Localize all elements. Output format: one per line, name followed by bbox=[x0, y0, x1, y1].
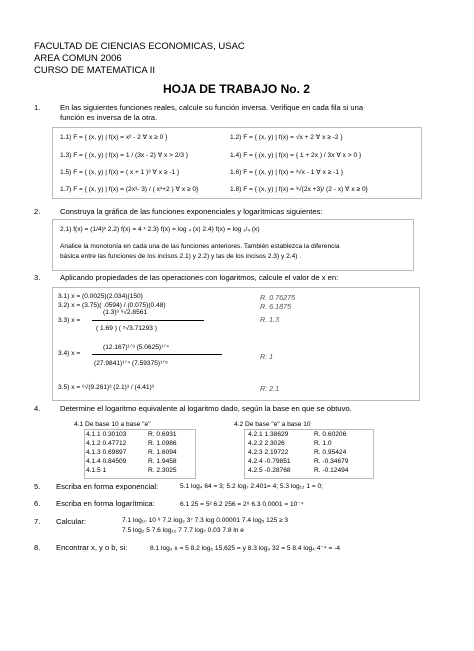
q4-left-row-5-answer: R. 2.3025 bbox=[148, 467, 177, 474]
q4-right-row-4-given: 4.2.4 -0.79851 bbox=[248, 458, 291, 465]
faculty-line: FACULTAD DE CIENCIAS ECONOMICAS, USAC bbox=[34, 41, 245, 52]
q4-text: Determine el logaritmo equivalente al logaritmo dado, según la base en que se obtuvo. bbox=[60, 404, 352, 413]
area-line: AREA COMUN 2006 bbox=[34, 53, 122, 64]
q4-right-row-1-given: 4.2.1 1.38629 bbox=[248, 431, 289, 438]
q3-4-label: 3.4) x = bbox=[58, 350, 81, 357]
q3-5: 3.5) x = ⁶√(9.261)³ (2.1)³ / (4.41)³ bbox=[58, 384, 154, 391]
q6-text: Escriba en forma logarítmica: bbox=[56, 499, 155, 508]
q1-1-2: 1.2) F = { (x, y) | f(x) = √x + 2 ∀ x ≥ -2 } bbox=[230, 134, 343, 141]
q5-text: Escriba en forma exponencial: bbox=[56, 482, 159, 491]
q4-right-row-2-given: 4.2.2 2.3026 bbox=[248, 440, 285, 447]
q3-text: Aplicando propiedades de las operaciones con logaritmos, calcule el valor de x en: bbox=[60, 273, 339, 282]
q8-items: 8.1 log₃ x = 5 8.2 log₅ 15,625 = y 8.3 log₃ 32 = 5 8.4 log₄ 4⁻⁴ = -4 bbox=[150, 545, 341, 552]
q4-right-row-3-answer: R. 0.95424 bbox=[314, 449, 347, 456]
q4-right-heading: 4.2 De base "e" a base 10 bbox=[234, 421, 311, 428]
q5-number: 5. bbox=[34, 482, 41, 491]
q6-number: 6. bbox=[34, 499, 41, 508]
q7-row-1: 7.1 log₁₀ 10 ⁸ 7.2 log₃ 3⁷ 7.3 log 0.00001 7.4 log₅ 125 ≥ 3 bbox=[122, 517, 289, 524]
q1-1-3: 1.3) F = { (x, y) | f(x) = 1 / (3x - 2) ∀ x > 2/3 } bbox=[60, 152, 189, 159]
q3-number: 3. bbox=[34, 273, 41, 282]
q4-right-row-5-given: 4.2.5 -0.28768 bbox=[248, 467, 291, 474]
q4-left-row-2-answer: R. 1.0986 bbox=[148, 440, 177, 447]
q8-number: 8. bbox=[34, 543, 41, 552]
q3-3-answer: R. 1.3 bbox=[260, 315, 280, 324]
q6-items: 6.1 25 = 5² 6.2 256 = 2⁸ 6.3 0.0001 = 10⁻⁴ bbox=[180, 501, 304, 508]
q1-text-a: En las siguientes funciones reales, calcule su función inversa. Verifique en cada fila si una bbox=[60, 103, 364, 112]
page-title: HOJA DE TRABAJO No. 2 bbox=[163, 82, 310, 96]
q4-right-row-2-answer: R. 1.0 bbox=[314, 440, 332, 447]
q4-right-row-1-answer: R. 0.60206 bbox=[314, 431, 347, 438]
q3-4-numerator: (12.167)¹ᐟ³ (5.0625)¹ᐟ⁴ bbox=[103, 344, 169, 351]
q1-text-b: función es inversa de la otra. bbox=[60, 113, 158, 122]
q4-left-row-2-given: 4.1.2 0.47712 bbox=[86, 440, 127, 447]
q4-left-row-4-given: 4.1.4 0.84509 bbox=[86, 458, 127, 465]
q4-right-row-5-answer: R. -0.12494 bbox=[314, 467, 349, 474]
q4-number: 4. bbox=[34, 404, 41, 413]
q3-3-fraction-bar bbox=[92, 320, 204, 321]
q3-4-answer: R: 1 bbox=[260, 352, 274, 361]
q4-right-row-3-given: 4.2.3 2.19722 bbox=[248, 449, 289, 456]
q4-left-row-4-answer: R. 1.9458 bbox=[148, 458, 177, 465]
q1-1-5: 1.5) F = { (x, y) | f(x) = ( x + 1 )³ ∀ x ≥ -1 } bbox=[60, 169, 180, 176]
q3-2: 3.2) x = (3.75)( .0594) / (0.075)(0.48) bbox=[58, 302, 166, 309]
q4-left-heading: 4.1 De base 10 a base "e" bbox=[74, 421, 151, 428]
q4-left-row-3-answer: R. 1.6094 bbox=[148, 449, 177, 456]
q1-1-1: 1.1) F = { (x, y) | f(x) = x² - 2 ∀ x ≥ 0 } bbox=[60, 134, 168, 141]
q3-4-fraction-bar bbox=[92, 354, 222, 355]
q1-1-6: 1.6) F = { (x, y) | f(x) = ³√x - 1 ∀ x ≥ -1 } bbox=[230, 169, 344, 176]
q5-items: 5.1 log₄ 64 = 3; 5.2 log₇ 2.401= 4; 5.3 log₁₂ 1 = 0; bbox=[180, 483, 324, 490]
q3-3-numerator: (1.3)³ ⁶√2.8561 bbox=[103, 309, 148, 316]
q7-text: Calcular: bbox=[56, 517, 86, 526]
q4-left-row-5-given: 4.1.5 1 bbox=[86, 467, 107, 474]
q7-number: 7. bbox=[34, 517, 41, 526]
q3-5-answer: R: 2.1 bbox=[260, 384, 280, 393]
q2-note-b: básica entre las funciones de los incisos 2.1) y 2.2) y las de los incisos 2.3) y 2.4) . bbox=[60, 253, 302, 260]
q1-1-8: 1.8) F = { (x, y) | f(x) = ³√(2x +3)/ (2 - x) ∀ x ≥ 0} bbox=[230, 186, 368, 193]
q3-2-answer: R. 6.1875 bbox=[260, 302, 292, 311]
q4-left-row-3-given: 4.1.3 0.69897 bbox=[86, 449, 127, 456]
q3-1-answer: R. 0.76275 bbox=[260, 293, 296, 302]
q4-left-row-1-answer: R. 0.6931 bbox=[148, 431, 177, 438]
q8-text: Encontrar x, y o b, si: bbox=[56, 543, 128, 552]
q2-note-a: Analice la monotonía en cada una de las funciones anteriores. También establezca la diferencia bbox=[60, 243, 340, 250]
q4-left-row-1-given: 4.1.1 0.30103 bbox=[86, 431, 127, 438]
q1-number: 1. bbox=[34, 103, 41, 112]
q2-items: 2.1) f(x) = (1/4)ˣ 2.2) f(x) = 4 ˣ 2.3) f(x) = log ₄ (x) 2.4) f(x) = log ₁/₄ (x) bbox=[60, 226, 260, 233]
q3-3-denominator: ( 1.69 ) ( ⁵√3.71293 ) bbox=[96, 325, 157, 332]
course-line: CURSO DE MATEMATICA II bbox=[34, 65, 156, 76]
q3-4-denominator: (27.9841)¹ᐟ⁴ (7.59375)¹ᐟ⁵ bbox=[94, 360, 168, 367]
q3-1: 3.1) x = (0.0025)(2.034)(150) bbox=[58, 293, 143, 300]
q7-row-2: 7.5 log₂ 5 7.6 log₁₀ 7 7.7 log₇ 0.03 7.8 ln e bbox=[122, 527, 244, 534]
q1-1-7: 1.7) F = { (x, y) | f(x) = (2x³- 3) / ( x³+2 ) ∀ x ≥ 0} bbox=[60, 186, 199, 193]
q3-3-label: 3.3) x = bbox=[58, 317, 81, 324]
q2-number: 2. bbox=[34, 207, 41, 216]
q2-text: Construya la gráfica de las funciones exponenciales y logarítmicas siguientes: bbox=[60, 207, 323, 216]
q1-1-4: 1.4) F = { (x, y) | f(x) = { 1 + 2x ) / 3x ∀ x > 0 } bbox=[230, 152, 362, 159]
q4-right-row-4-answer: R. -0.34679 bbox=[314, 458, 349, 465]
